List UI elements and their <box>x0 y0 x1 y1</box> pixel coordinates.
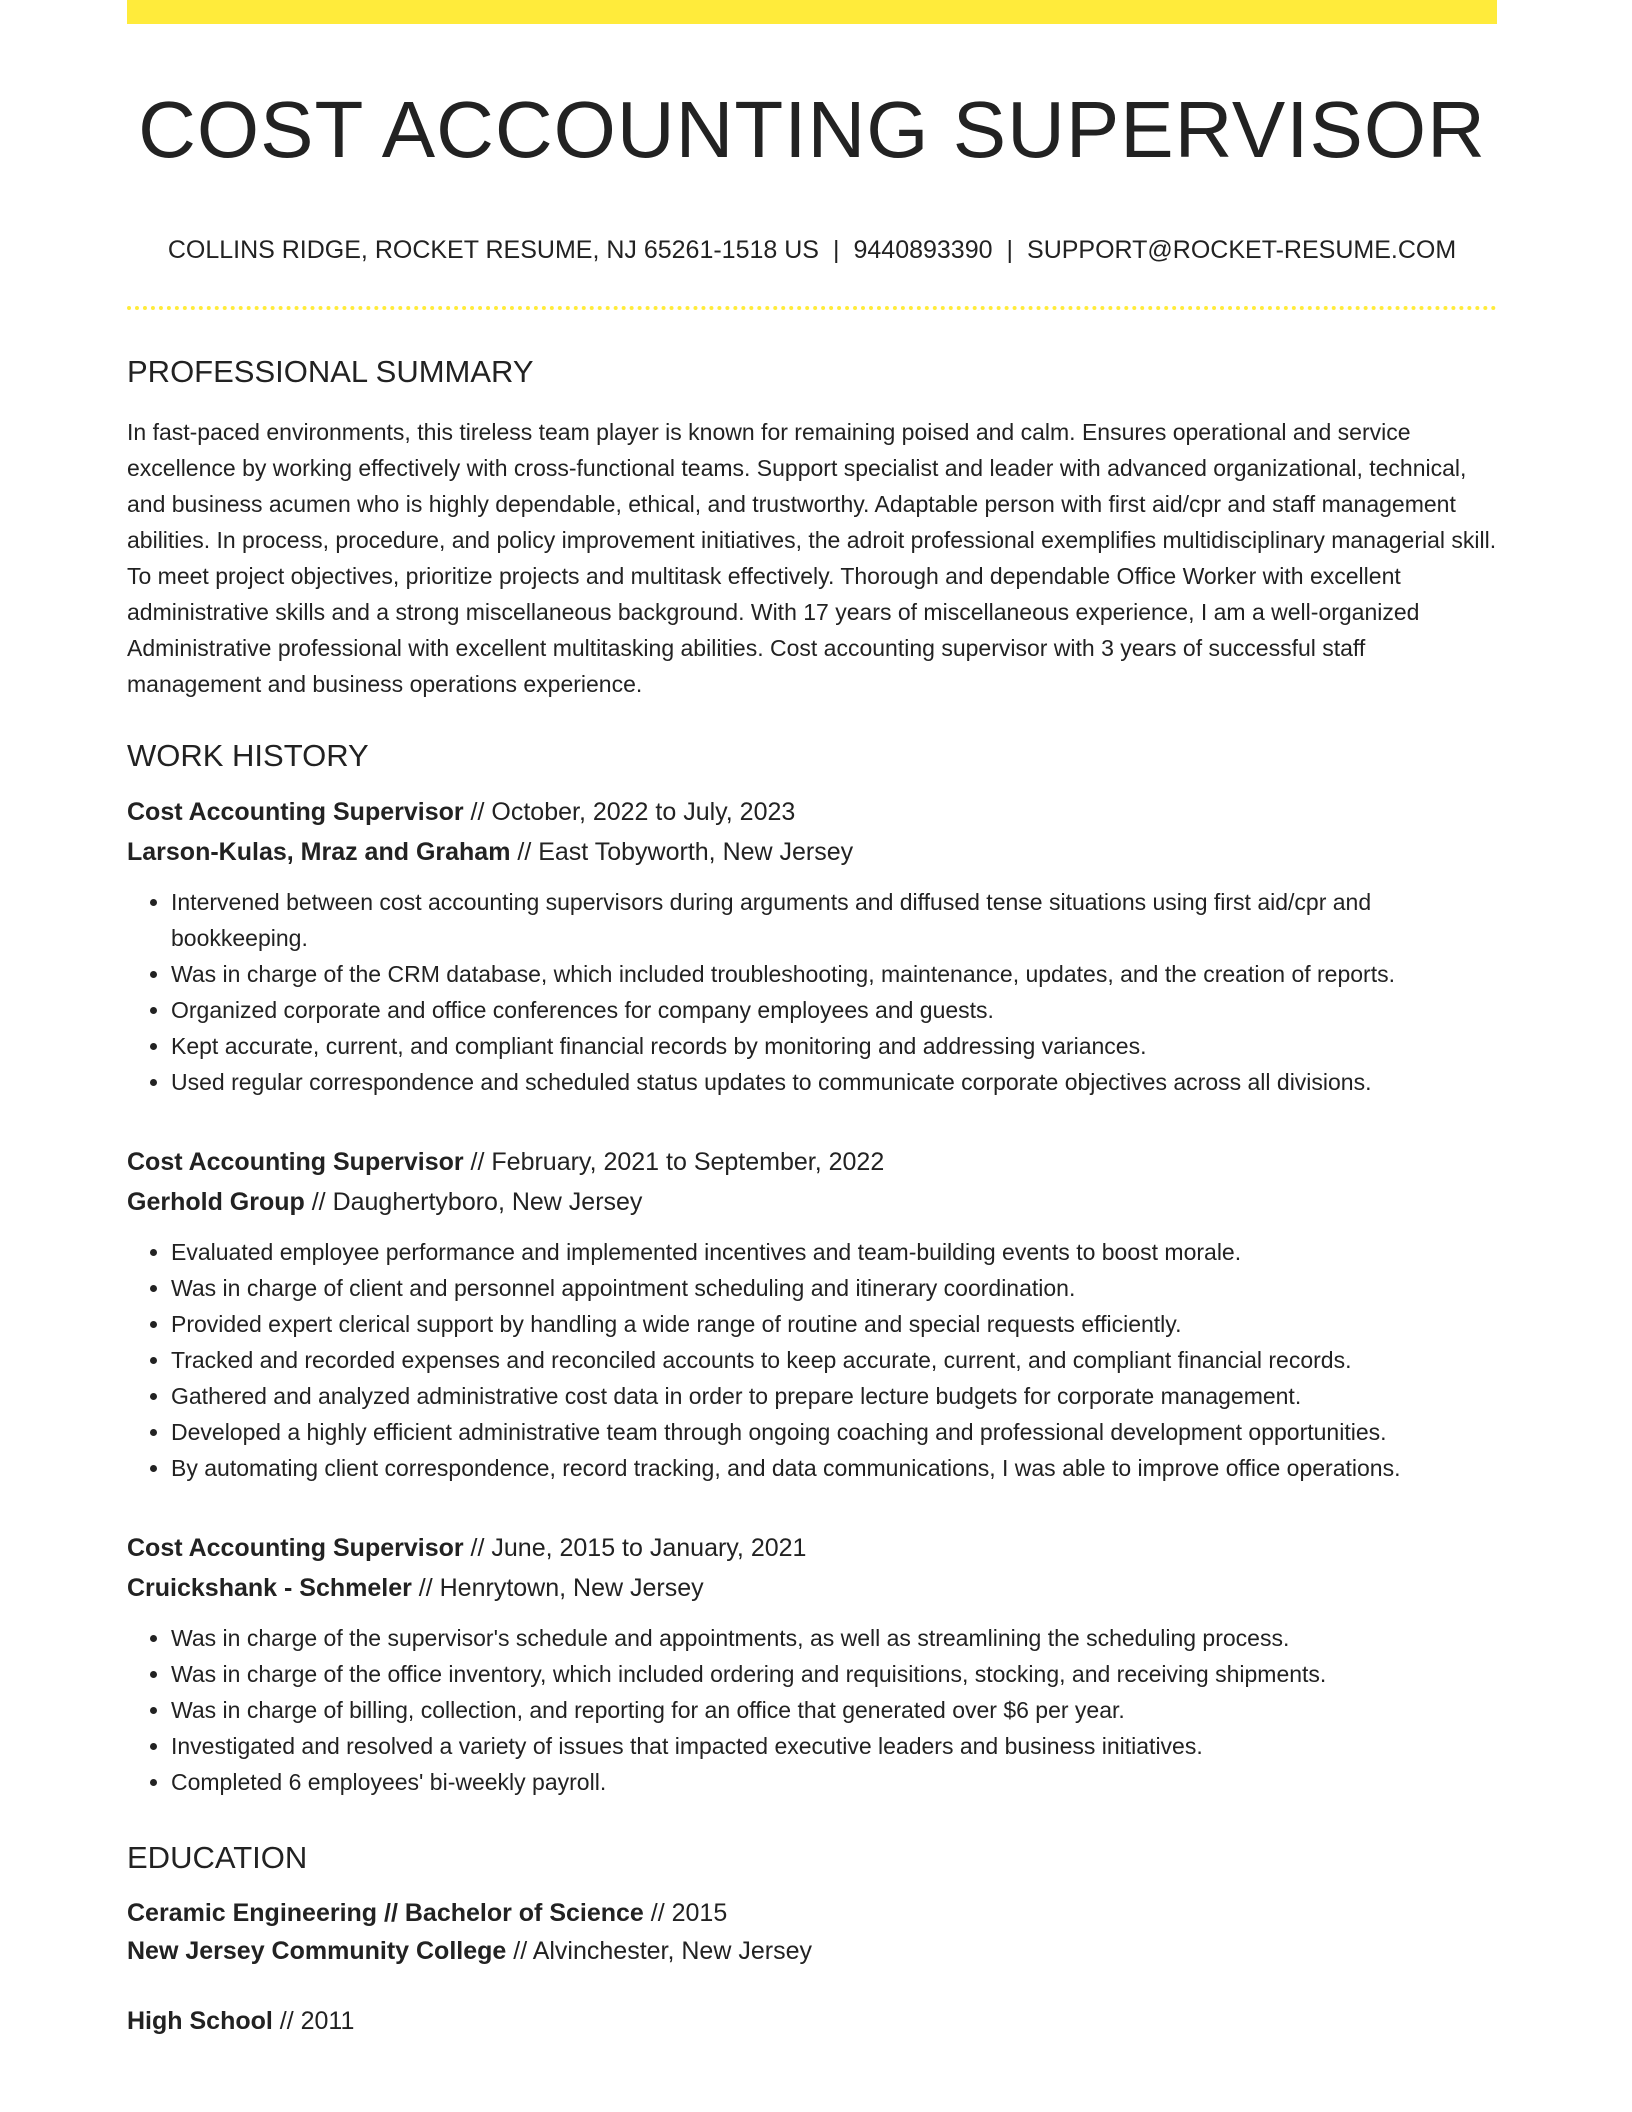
job-bullet: • Kept accurate, current, and compliant financial records by monitoring and addressing variances. <box>171 1028 1497 1064</box>
job-bullets <box>127 1620 1497 1800</box>
job-bullet: • Gathered and analyzed administrative cost data in order to prepare lecture budgets for corporate management. <box>171 1378 1497 1414</box>
job-location: // Henrytown, New Jersey <box>411 1574 704 1602</box>
job-company: Larson-Kulas, Mraz and Graham <box>127 838 511 866</box>
job-bullet: • Was in charge of the CRM database, which included troubleshooting, maintenance, updates, and the creation of reports. <box>171 956 1497 992</box>
education-degree-line <box>127 2002 1497 2040</box>
contact-phone: 9440893390 <box>853 236 993 264</box>
contact-address: COLLINS RIDGE, ROCKET RESUME, NJ 65261-1518 US <box>167 236 819 264</box>
job-bullet: • Used regular correspondence and scheduled status updates to communicate corporate objectives across all divisions. <box>171 1064 1497 1100</box>
resume-content <box>127 24 1497 2040</box>
education-location: // Alvinchester, New Jersey <box>506 1937 812 1965</box>
job-company: Gerhold Group <box>127 1188 305 1216</box>
education-school: New Jersey Community College <box>127 1937 507 1965</box>
job-dates: // February, 2021 to September, 2022 <box>463 1148 885 1176</box>
job-bullet: • By automating client correspondence, record tracking, and data communications, I was able to improve office operations. <box>171 1450 1497 1486</box>
job-company-line <box>127 1182 1497 1222</box>
job-bullet: • Was in charge of the supervisor's schedule and appointments, as well as streamlining the scheduling process. <box>171 1620 1497 1656</box>
education-year: // 2011 <box>272 2007 355 2035</box>
job-bullet: • Provided expert clerical support by handling a wide range of routine and special requests efficiently. <box>171 1306 1497 1342</box>
job-bullet: • Evaluated employee performance and implemented incentives and team-building events to boost morale. <box>171 1234 1497 1270</box>
education-degree: High School <box>127 2007 273 2035</box>
job-bullet: • Tracked and recorded expenses and reconciled accounts to keep accurate, current, and compliant financial records. <box>171 1342 1497 1378</box>
summary-heading: PROFESSIONAL SUMMARY <box>127 354 534 389</box>
job-bullets <box>127 1234 1497 1486</box>
contact-separator: | <box>832 236 840 264</box>
job-location: // East Tobyworth, New Jersey <box>510 838 854 866</box>
job-entry <box>127 1528 1497 1800</box>
education-entry <box>127 1894 1497 1970</box>
job-bullet: • Developed a highly efficient administrative team through ongoing coaching and professional development opportunities. <box>171 1414 1497 1450</box>
work-history-heading: WORK HISTORY <box>127 738 369 773</box>
job-title-line <box>127 1528 1497 1568</box>
resume-title: COST ACCOUNTING SUPERVISOR <box>138 85 1486 174</box>
contact-line <box>127 234 1497 266</box>
dotted-divider <box>127 306 1497 310</box>
job-bullet: • Investigated and resolved a variety of issues that impacted executive leaders and business initiatives. <box>171 1728 1497 1764</box>
contact-email: SUPPORT@ROCKET-RESUME.COM <box>1027 236 1457 264</box>
job-dates: // June, 2015 to January, 2021 <box>463 1534 807 1562</box>
job-location: // Daughertyboro, New Jersey <box>304 1188 643 1216</box>
job-company-line <box>127 832 1497 872</box>
job-company: Cruickshank - Schmeler <box>127 1574 412 1602</box>
education-year: // 2015 <box>643 1899 728 1927</box>
job-bullet: • Intervened between cost accounting supervisors during arguments and diffused tense situations using first aid/cpr and bookkeeping. <box>171 884 1497 956</box>
job-bullet: • Was in charge of the office inventory, which included ordering and requisitions, stocking, and receiving shipments. <box>171 1656 1497 1692</box>
job-title: Cost Accounting Supervisor <box>127 1534 464 1562</box>
job-bullet: • Organized corporate and office conferences for company employees and guests. <box>171 992 1497 1028</box>
job-dates: // October, 2022 to July, 2023 <box>463 798 796 826</box>
accent-top-bar <box>127 0 1497 24</box>
contact-separator: | <box>1006 236 1014 264</box>
education-heading: EDUCATION <box>127 1840 308 1875</box>
education-degree: Ceramic Engineering // Bachelor of Science <box>127 1899 644 1927</box>
job-bullet: • Was in charge of client and personnel appointment scheduling and itinerary coordination. <box>171 1270 1497 1306</box>
education-degree-line <box>127 1894 1497 1932</box>
job-title-line <box>127 1142 1497 1182</box>
summary-text: In fast-paced environments, this tireless team player is known for remaining poised and calm. Ensures operational and service excellence by working effectively with cross-functional teams. Support specialist and leader with advanced organizational, technical, and business acumen who is highly dependable, ethical, and trustworthy. Adaptable person with first aid/cpr and staff management abilities. In process, procedure, and policy improvement initiatives, the adroit professional exemplifies multidisciplinary managerial skill. To meet project objectives, prioritize projects and multitask effectively. Thorough and dependable Office Worker with excellent administrative skills and a strong miscellaneous background. With 17 years of miscellaneous experience, I am a well-organized Administrative professional with excellent multitasking abilities. Cost accounting supervisor with 3 years of successful staff management and business operations experience. <box>127 419 1497 697</box>
job-company-line <box>127 1568 1497 1608</box>
education-entry <box>127 2002 1497 2040</box>
job-entry <box>127 792 1497 1100</box>
job-entry <box>127 1142 1497 1486</box>
job-title: Cost Accounting Supervisor <box>127 1148 464 1176</box>
job-bullet: • Was in charge of billing, collection, and reporting for an office that generated over $6 per year. <box>171 1692 1497 1728</box>
job-bullets <box>127 884 1497 1100</box>
education-school-line <box>127 1932 1497 1970</box>
job-title: Cost Accounting Supervisor <box>127 798 464 826</box>
job-bullet: • Completed 6 employees' bi-weekly payroll. <box>171 1764 1497 1800</box>
job-title-line <box>127 792 1497 832</box>
